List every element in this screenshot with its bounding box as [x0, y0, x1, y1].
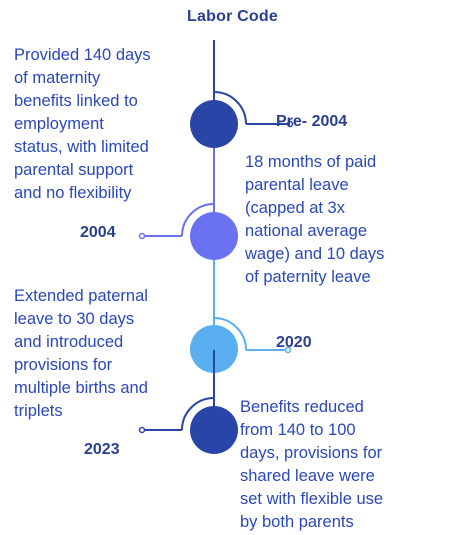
- description-line: Provided 140 days: [14, 46, 151, 64]
- description-line: triplets: [14, 402, 63, 420]
- description-line: by both parents: [240, 513, 354, 531]
- description-line: provisions for: [14, 356, 113, 374]
- description-line: employment: [14, 115, 104, 133]
- description-line: shared leave were: [240, 467, 375, 485]
- milestone-description-2004: [245, 151, 384, 289]
- description-line: of paternity leave: [245, 268, 371, 286]
- description-line: parental support: [14, 161, 134, 179]
- description-line: Benefits reduced: [240, 398, 364, 416]
- description-line: (capped at 3x: [245, 199, 345, 217]
- description-line: 18 months of paid: [245, 153, 377, 171]
- milestone-year-2004: 2004: [80, 224, 116, 241]
- milestone-node-2023: [190, 406, 238, 454]
- description-line: from 140 to 100: [240, 421, 356, 439]
- milestone-description-2023: [240, 396, 383, 534]
- description-line: parental leave: [245, 176, 349, 194]
- diagram-title: Labor Code: [187, 8, 278, 25]
- description-line: of maternity: [14, 69, 101, 87]
- description-line: and introduced: [14, 333, 124, 351]
- description-line: wage) and 10 days: [245, 245, 385, 263]
- description-line: national average: [245, 222, 368, 240]
- description-line: status, with limited: [14, 138, 149, 156]
- description-line: days, provisions for: [240, 444, 383, 462]
- leader-end-dot: [140, 234, 145, 239]
- description-line: multiple births and: [14, 379, 148, 397]
- milestone-year-pre-2004: Pre- 2004: [276, 113, 348, 130]
- milestone-year-2020: 2020: [276, 334, 312, 351]
- milestone-node-2004: [190, 212, 238, 260]
- description-line: set with flexible use: [240, 490, 384, 508]
- description-line: benefits linked to: [14, 92, 138, 110]
- milestone-year-2023: 2023: [84, 441, 120, 458]
- milestone-node-pre-2004: [190, 100, 238, 148]
- milestone-description-pre-2004: [14, 44, 151, 205]
- description-line: leave to 30 days: [14, 310, 135, 328]
- description-line: Extended paternal: [14, 287, 148, 305]
- leader-end-dot: [140, 428, 145, 433]
- description-line: and no flexibility: [14, 184, 132, 202]
- milestone-description-2020: [14, 285, 148, 423]
